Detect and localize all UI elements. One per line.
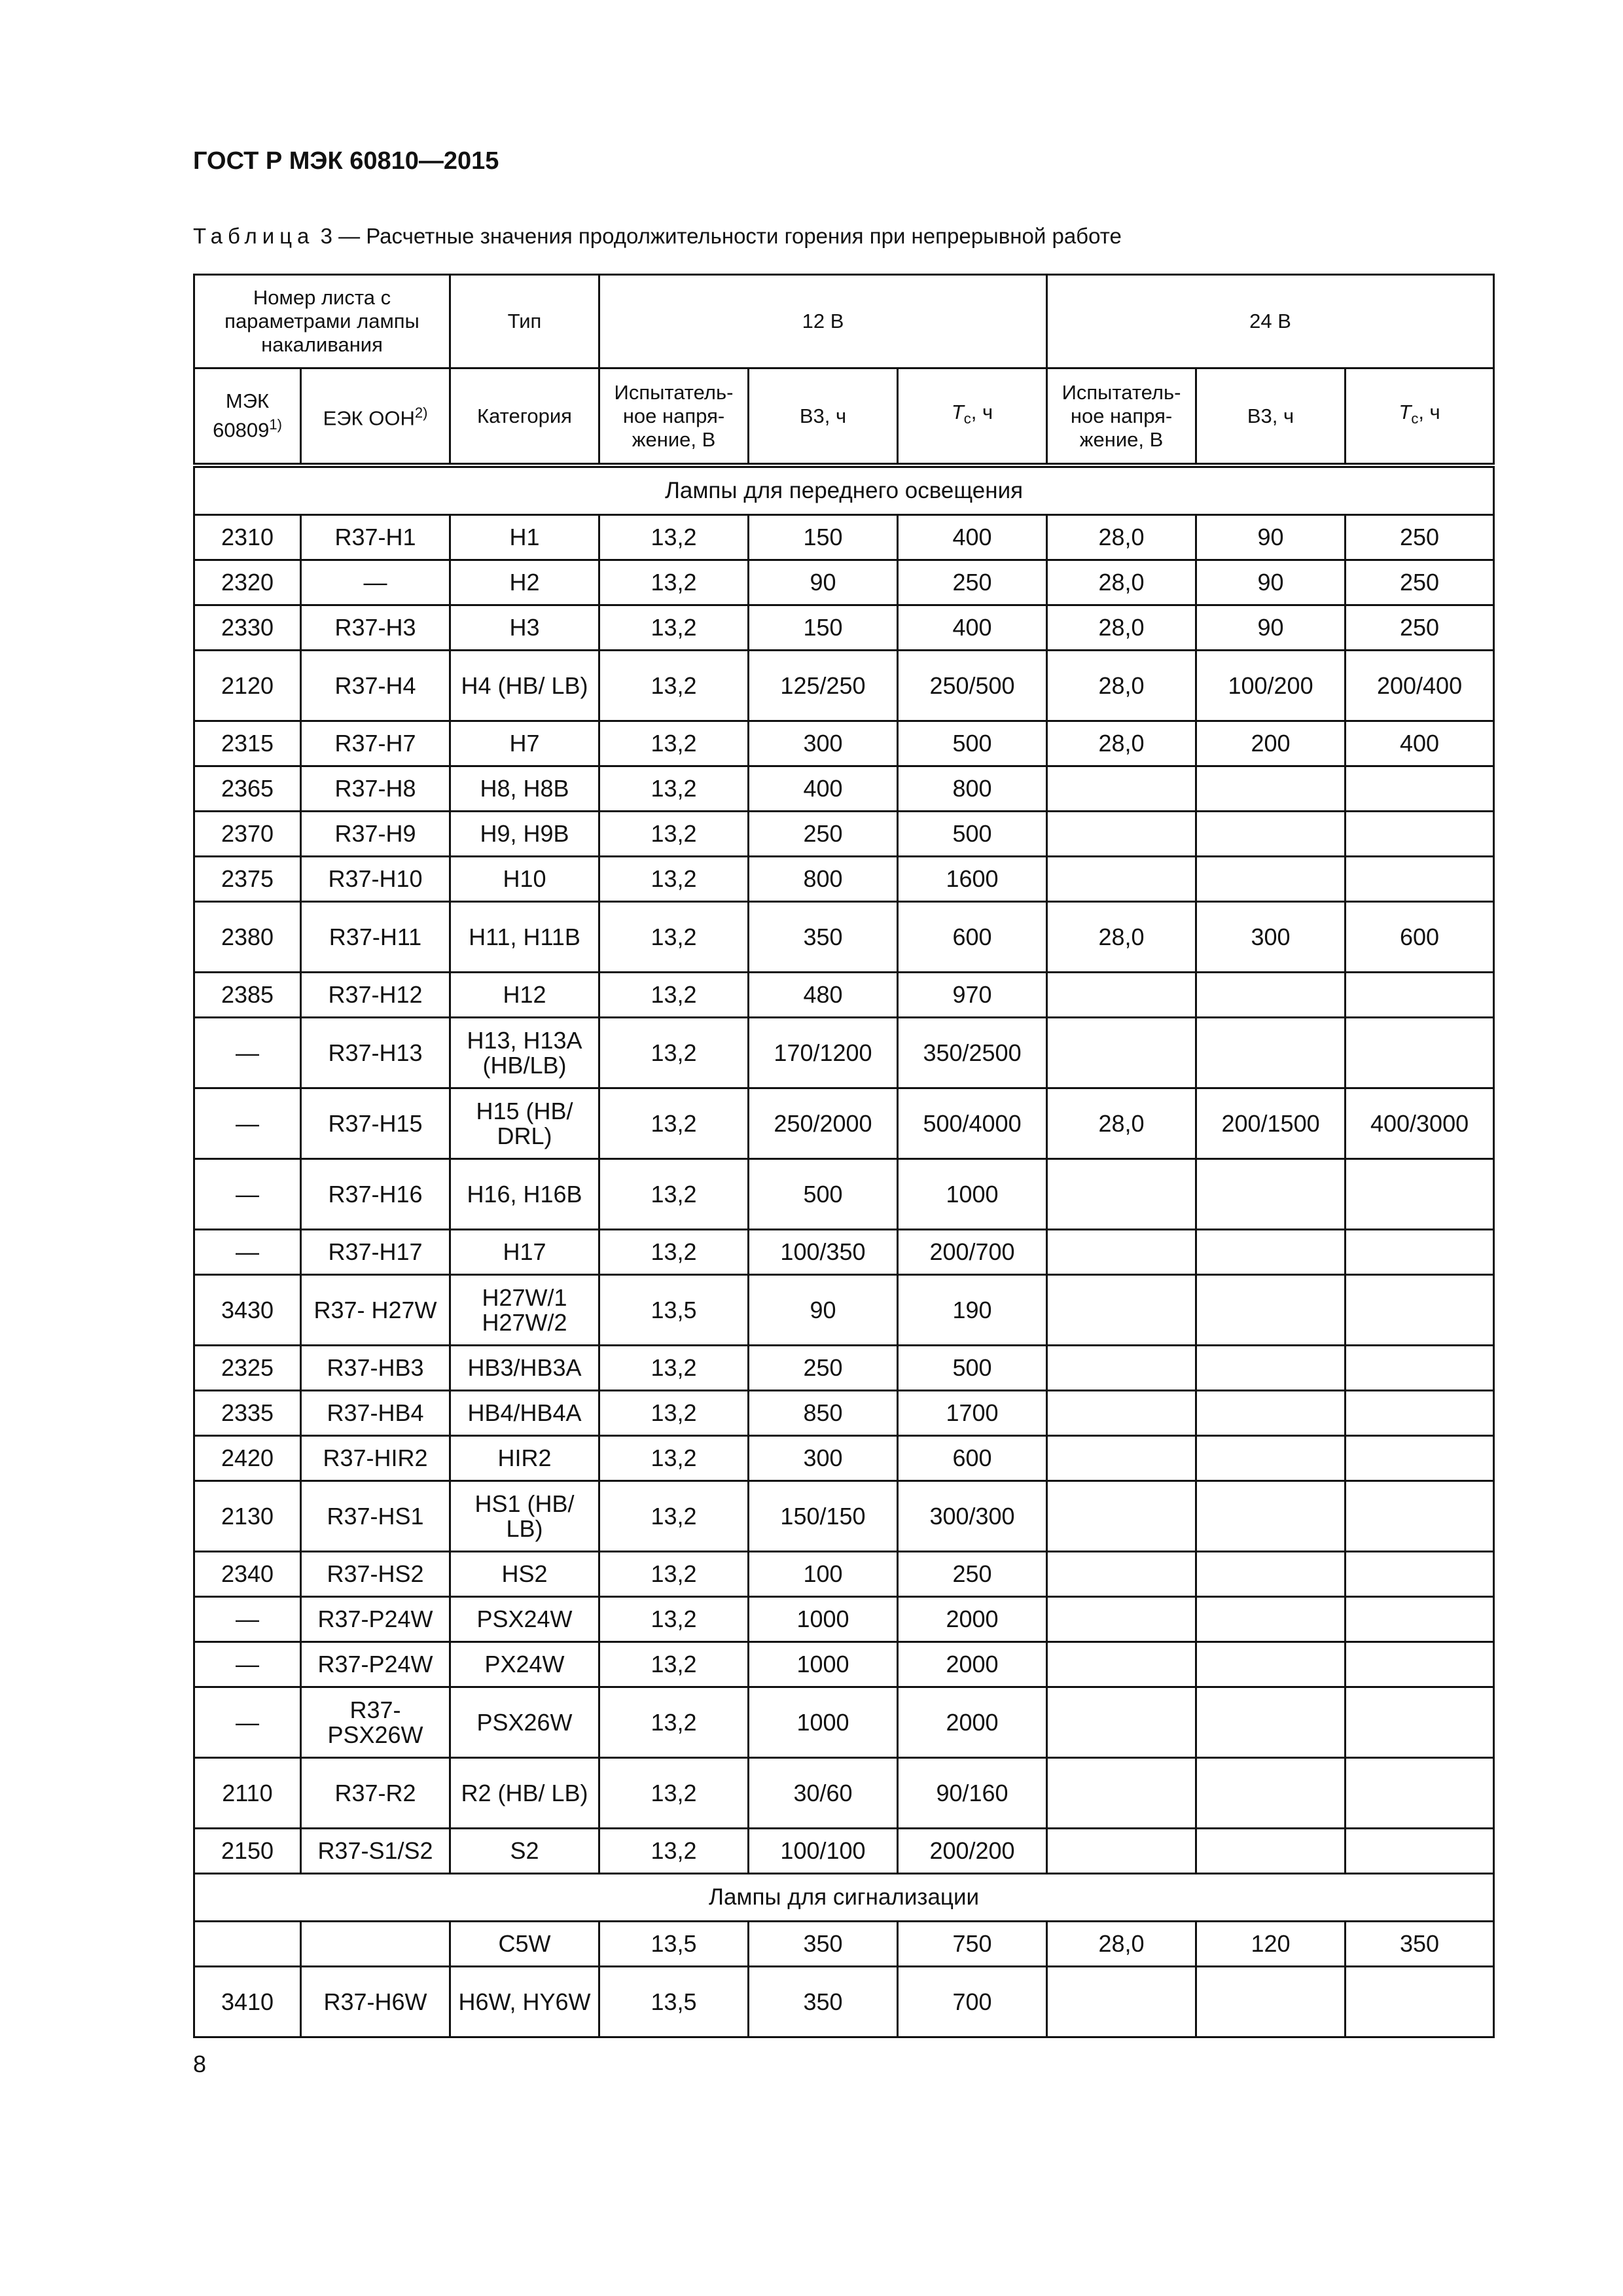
- cell-iec: 2335: [194, 1391, 301, 1436]
- cell-category: PSX26W: [450, 1687, 599, 1758]
- cell-voltage-24v: 28,0: [1047, 721, 1196, 766]
- cell-tc-24v: 250: [1346, 605, 1494, 651]
- table-row: [194, 605, 1494, 651]
- cell-category: H27W/1 H27W/2: [450, 1275, 599, 1346]
- cell-tc-24v: [1346, 973, 1494, 1018]
- header-sheet-number: Номер листа с параметрами лампы накаливания: [194, 275, 450, 368]
- cell-b3-12v: 250: [749, 812, 898, 857]
- cell-unece: R37-H10: [301, 857, 450, 902]
- table-row: [194, 857, 1494, 902]
- cell-voltage-24v: [1047, 812, 1196, 857]
- cell-b3-12v: 350: [749, 1922, 898, 1967]
- cell-tc-24v: [1346, 857, 1494, 902]
- cell-b3-24v: [1196, 1758, 1346, 1829]
- cell-unece: R37-H15: [301, 1088, 450, 1159]
- cell-voltage-24v: [1047, 1481, 1196, 1552]
- table-row: [194, 1829, 1494, 1874]
- cell-b3-24v: 90: [1196, 605, 1346, 651]
- cell-unece: R37-H8: [301, 766, 450, 812]
- cell-category: H13, H13A (HB/LB): [450, 1018, 599, 1088]
- page-number: 8: [193, 2051, 207, 2077]
- table-row: [194, 560, 1494, 605]
- cell-category: H1: [450, 515, 599, 560]
- cell-tc-24v: [1346, 1758, 1494, 1829]
- table-row: [194, 1552, 1494, 1597]
- cell-iec: 2370: [194, 812, 301, 857]
- caption-title: — Расчетные значения продолжительности горения при непрерывной работе: [338, 224, 1122, 248]
- cell-b3-12v: 300: [749, 721, 898, 766]
- cell-category: HS1 (HB/ LB): [450, 1481, 599, 1552]
- header-24v: 24 В: [1047, 275, 1494, 368]
- cell-tc-12v: 2000: [898, 1687, 1047, 1758]
- cell-tc-24v: 400: [1346, 721, 1494, 766]
- cell-iec: 2385: [194, 973, 301, 1018]
- cell-b3-24v: [1196, 1687, 1346, 1758]
- table-row: [194, 1642, 1494, 1687]
- cell-tc-12v: 700: [898, 1967, 1047, 2037]
- cell-unece: R37-HS1: [301, 1481, 450, 1552]
- cell-tc-12v: 250: [898, 1552, 1047, 1597]
- cell-category: PSX24W: [450, 1597, 599, 1642]
- cell-voltage-12v: 13,2: [599, 1230, 749, 1275]
- cell-voltage-12v: 13,2: [599, 1687, 749, 1758]
- table-row: [194, 973, 1494, 1018]
- cell-b3-12v: 500: [749, 1159, 898, 1230]
- cell-category: H16, H16B: [450, 1159, 599, 1230]
- table-row: [194, 1436, 1494, 1481]
- table-row: [194, 902, 1494, 973]
- header-category: Категория: [450, 368, 599, 466]
- cell-iec: 2365: [194, 766, 301, 812]
- table-row: [194, 1967, 1494, 2037]
- cell-voltage-24v: 28,0: [1047, 902, 1196, 973]
- cell-b3-12v: 100/100: [749, 1829, 898, 1874]
- cell-unece: R37-H13: [301, 1018, 450, 1088]
- iec-footnote-mark: 1): [269, 416, 282, 433]
- cell-voltage-24v: [1047, 1159, 1196, 1230]
- cell-voltage-24v: [1047, 1346, 1196, 1391]
- cell-voltage-24v: [1047, 1436, 1196, 1481]
- cell-tc-12v: 600: [898, 1436, 1047, 1481]
- cell-voltage-24v: [1047, 1642, 1196, 1687]
- cell-category: HS2: [450, 1552, 599, 1597]
- cell-b3-24v: [1196, 1829, 1346, 1874]
- cell-unece: R37-H9: [301, 812, 450, 857]
- cell-tc-12v: 1700: [898, 1391, 1047, 1436]
- cell-unece: R37-S1/S2: [301, 1829, 450, 1874]
- cell-voltage-24v: [1047, 1758, 1196, 1829]
- header-tc-12v: $T_с$, ч: [898, 368, 1047, 466]
- cell-b3-24v: [1196, 973, 1346, 1018]
- cell-tc-12v: 350/2500: [898, 1018, 1047, 1088]
- header-iec: МЭК 60809$^{1)}$: [194, 368, 301, 466]
- cell-voltage-24v: [1047, 1552, 1196, 1597]
- cell-b3-12v: 350: [749, 1967, 898, 2037]
- cell-voltage-24v: [1047, 1967, 1196, 2037]
- cell-unece: R37-H11: [301, 902, 450, 973]
- header-test-voltage-24v: Испытатель-ное напря-жение, В: [1047, 368, 1196, 466]
- cell-tc-12v: 750: [898, 1922, 1047, 1967]
- cell-tc-12v: 500: [898, 721, 1047, 766]
- cell-category: R2 (HB/ LB): [450, 1758, 599, 1829]
- cell-unece: R37-HIR2: [301, 1436, 450, 1481]
- cell-tc-12v: 300/300: [898, 1481, 1047, 1552]
- cell-b3-24v: [1196, 1159, 1346, 1230]
- table-row: [194, 1088, 1494, 1159]
- cell-tc-12v: 200/200: [898, 1829, 1047, 1874]
- cell-b3-12v: 850: [749, 1391, 898, 1436]
- cell-b3-24v: [1196, 1275, 1346, 1346]
- cell-b3-24v: [1196, 812, 1346, 857]
- cell-b3-24v: [1196, 1018, 1346, 1088]
- cell-tc-12v: 800: [898, 766, 1047, 812]
- cell-tc-12v: 200/700: [898, 1230, 1047, 1275]
- cell-voltage-24v: [1047, 1275, 1196, 1346]
- cell-b3-12v: 125/250: [749, 651, 898, 721]
- burn-duration-table: [193, 274, 1495, 2038]
- cell-iec: —: [194, 1230, 301, 1275]
- cell-b3-24v: 200/1500: [1196, 1088, 1346, 1159]
- cell-b3-12v: 1000: [749, 1642, 898, 1687]
- table-row: [194, 1346, 1494, 1391]
- cell-unece: R37-H4: [301, 651, 450, 721]
- cell-iec: —: [194, 1687, 301, 1758]
- cell-unece: R37-R2: [301, 1758, 450, 1829]
- cell-b3-12v: 100/350: [749, 1230, 898, 1275]
- cell-tc-12v: 400: [898, 515, 1047, 560]
- cell-voltage-12v: 13,2: [599, 721, 749, 766]
- cell-tc-12v: 600: [898, 902, 1047, 973]
- cell-tc-24v: 200/400: [1346, 651, 1494, 721]
- cell-tc-12v: 500: [898, 812, 1047, 857]
- cell-unece: R37- H27W: [301, 1275, 450, 1346]
- cell-iec: 2330: [194, 605, 301, 651]
- table-row: [194, 651, 1494, 721]
- cell-voltage-12v: 13,2: [599, 1346, 749, 1391]
- cell-tc-24v: [1346, 1829, 1494, 1874]
- cell-unece: R37-HB4: [301, 1391, 450, 1436]
- cell-tc-24v: [1346, 1552, 1494, 1597]
- cell-voltage-24v: [1047, 1829, 1196, 1874]
- cell-b3-24v: [1196, 1346, 1346, 1391]
- cell-iec: 2380: [194, 902, 301, 973]
- cell-category: C5W: [450, 1922, 599, 1967]
- cell-voltage-12v: 13,2: [599, 1829, 749, 1874]
- cell-b3-12v: 150: [749, 605, 898, 651]
- cell-tc-12v: 90/160: [898, 1758, 1047, 1829]
- table-row: [194, 1018, 1494, 1088]
- cell-tc-12v: 2000: [898, 1597, 1047, 1642]
- cell-b3-24v: 300: [1196, 902, 1346, 973]
- cell-b3-24v: [1196, 1230, 1346, 1275]
- cell-unece: R37-HB3: [301, 1346, 450, 1391]
- cell-unece: R37-P24W: [301, 1597, 450, 1642]
- cell-iec: —: [194, 1018, 301, 1088]
- table-row: [194, 1391, 1494, 1436]
- cell-voltage-12v: 13,2: [599, 766, 749, 812]
- section-front-lighting: Лампы для переднего освещения: [194, 465, 1494, 515]
- cell-tc-12v: 1000: [898, 1159, 1047, 1230]
- cell-voltage-12v: 13,2: [599, 1088, 749, 1159]
- document-header: ГОСТ Р МЭК 60810—2015: [193, 147, 499, 175]
- cell-voltage-12v: 13,5: [599, 1922, 749, 1967]
- cell-b3-12v: 350: [749, 902, 898, 973]
- cell-iec: —: [194, 1597, 301, 1642]
- cell-category: H8, H8B: [450, 766, 599, 812]
- cell-tc-24v: [1346, 812, 1494, 857]
- table-row: [194, 1687, 1494, 1758]
- cell-iec: 2110: [194, 1758, 301, 1829]
- cell-tc-12v: 250/500: [898, 651, 1047, 721]
- cell-tc-24v: 250: [1346, 515, 1494, 560]
- cell-voltage-12v: 13,5: [599, 1967, 749, 2037]
- cell-iec: 2315: [194, 721, 301, 766]
- cell-voltage-24v: [1047, 1597, 1196, 1642]
- cell-iec: [194, 1922, 301, 1967]
- cell-voltage-12v: 13,2: [599, 1642, 749, 1687]
- table-caption: [193, 224, 1122, 249]
- cell-b3-24v: 120: [1196, 1922, 1346, 1967]
- table-row: [194, 1758, 1494, 1829]
- cell-b3-24v: [1196, 1391, 1346, 1436]
- cell-tc-24v: 400/3000: [1346, 1088, 1494, 1159]
- cell-voltage-24v: [1047, 857, 1196, 902]
- cell-tc-24v: [1346, 1967, 1494, 2037]
- cell-b3-12v: 250: [749, 1346, 898, 1391]
- cell-voltage-24v: [1047, 973, 1196, 1018]
- cell-category: H17: [450, 1230, 599, 1275]
- table-row: [194, 766, 1494, 812]
- cell-iec: 2420: [194, 1436, 301, 1481]
- cell-b3-12v: 90: [749, 560, 898, 605]
- cell-voltage-12v: 13,2: [599, 1436, 749, 1481]
- cell-voltage-24v: 28,0: [1047, 1922, 1196, 1967]
- cell-b3-24v: [1196, 1642, 1346, 1687]
- cell-tc-12v: 250: [898, 560, 1047, 605]
- cell-voltage-24v: 28,0: [1047, 651, 1196, 721]
- unece-footnote-mark: 2): [414, 404, 428, 422]
- cell-b3-12v: 800: [749, 857, 898, 902]
- cell-voltage-12v: 13,2: [599, 1552, 749, 1597]
- cell-b3-24v: 200: [1196, 721, 1346, 766]
- cell-tc-12v: 2000: [898, 1642, 1047, 1687]
- cell-voltage-12v: 13,2: [599, 1758, 749, 1829]
- cell-tc-24v: [1346, 1597, 1494, 1642]
- header-b3-24v: В3, ч: [1196, 368, 1346, 466]
- cell-tc-24v: [1346, 1436, 1494, 1481]
- cell-tc-24v: [1346, 1018, 1494, 1088]
- cell-tc-24v: [1346, 1159, 1494, 1230]
- cell-iec: 2340: [194, 1552, 301, 1597]
- cell-b3-12v: 30/60: [749, 1758, 898, 1829]
- cell-voltage-12v: 13,2: [599, 973, 749, 1018]
- cell-iec: 2320: [194, 560, 301, 605]
- cell-voltage-24v: 28,0: [1047, 515, 1196, 560]
- cell-b3-24v: [1196, 1436, 1346, 1481]
- cell-tc-24v: [1346, 1230, 1494, 1275]
- cell-category: H7: [450, 721, 599, 766]
- cell-b3-24v: [1196, 1967, 1346, 2037]
- cell-b3-12v: 100: [749, 1552, 898, 1597]
- cell-unece: R37-H3: [301, 605, 450, 651]
- table-row: [194, 1922, 1494, 1967]
- cell-iec: 2375: [194, 857, 301, 902]
- cell-b3-24v: 90: [1196, 560, 1346, 605]
- cell-voltage-12v: 13,5: [599, 1275, 749, 1346]
- cell-voltage-24v: [1047, 766, 1196, 812]
- cell-unece: R37-H12: [301, 973, 450, 1018]
- cell-category: H6W, HY6W: [450, 1967, 599, 2037]
- cell-category: H11, H11B: [450, 902, 599, 973]
- cell-category: H4 (HB/ LB): [450, 651, 599, 721]
- header-test-voltage-12v: Испытатель-ное напря-жение, В: [599, 368, 749, 466]
- cell-b3-12v: 150/150: [749, 1481, 898, 1552]
- cell-b3-12v: 250/2000: [749, 1088, 898, 1159]
- cell-unece: R37-P24W: [301, 1642, 450, 1687]
- cell-iec: —: [194, 1159, 301, 1230]
- cell-iec: 2310: [194, 515, 301, 560]
- cell-b3-24v: [1196, 1481, 1346, 1552]
- cell-category: HB4/HB4A: [450, 1391, 599, 1436]
- table-row: [194, 1230, 1494, 1275]
- cell-category: S2: [450, 1829, 599, 1874]
- cell-unece: R37- PSX26W: [301, 1687, 450, 1758]
- cell-category: HIR2: [450, 1436, 599, 1481]
- caption-label: Таблица: [193, 224, 315, 248]
- cell-category: H10: [450, 857, 599, 902]
- cell-tc-24v: 350: [1346, 1922, 1494, 1967]
- table-row: [194, 515, 1494, 560]
- cell-iec: 3410: [194, 1967, 301, 2037]
- header-type: Тип: [450, 275, 599, 368]
- cell-iec: 2130: [194, 1481, 301, 1552]
- cell-voltage-12v: 13,2: [599, 857, 749, 902]
- cell-unece: [301, 1922, 450, 1967]
- cell-tc-12v: 1600: [898, 857, 1047, 902]
- cell-b3-12v: 170/1200: [749, 1018, 898, 1088]
- cell-category: H3: [450, 605, 599, 651]
- cell-tc-12v: 500: [898, 1346, 1047, 1391]
- cell-b3-24v: [1196, 766, 1346, 812]
- cell-unece: —: [301, 560, 450, 605]
- cell-voltage-24v: 28,0: [1047, 1088, 1196, 1159]
- cell-tc-12v: 500/4000: [898, 1088, 1047, 1159]
- cell-b3-24v: 90: [1196, 515, 1346, 560]
- cell-voltage-12v: 13,2: [599, 812, 749, 857]
- cell-voltage-24v: [1047, 1018, 1196, 1088]
- cell-category: H12: [450, 973, 599, 1018]
- cell-voltage-12v: 13,2: [599, 605, 749, 651]
- cell-category: H15 (HB/ DRL): [450, 1088, 599, 1159]
- cell-tc-24v: 600: [1346, 902, 1494, 973]
- cell-voltage-12v: 13,2: [599, 1159, 749, 1230]
- cell-iec: —: [194, 1088, 301, 1159]
- cell-b3-12v: 400: [749, 766, 898, 812]
- cell-category: HB3/HB3A: [450, 1346, 599, 1391]
- cell-tc-24v: [1346, 1642, 1494, 1687]
- table-row: [194, 1275, 1494, 1346]
- cell-voltage-24v: [1047, 1391, 1196, 1436]
- cell-voltage-12v: 13,2: [599, 560, 749, 605]
- cell-voltage-12v: 13,2: [599, 515, 749, 560]
- cell-tc-24v: [1346, 1481, 1494, 1552]
- cell-unece: R37-H1: [301, 515, 450, 560]
- cell-voltage-12v: 13,2: [599, 651, 749, 721]
- table-row: [194, 721, 1494, 766]
- cell-b3-24v: 100/200: [1196, 651, 1346, 721]
- cell-tc-24v: [1346, 1391, 1494, 1436]
- cell-category: PX24W: [450, 1642, 599, 1687]
- cell-voltage-24v: [1047, 1230, 1196, 1275]
- cell-b3-12v: 1000: [749, 1597, 898, 1642]
- cell-unece: R37-H17: [301, 1230, 450, 1275]
- cell-tc-12v: 190: [898, 1275, 1047, 1346]
- cell-unece: R37-H7: [301, 721, 450, 766]
- cell-tc-24v: 250: [1346, 560, 1494, 605]
- cell-iec: 3430: [194, 1275, 301, 1346]
- cell-category: H2: [450, 560, 599, 605]
- table-row: [194, 1597, 1494, 1642]
- caption-number: 3: [320, 224, 332, 248]
- cell-b3-12v: 150: [749, 515, 898, 560]
- section-signal-lamps: Лампы для сигнализации: [194, 1874, 1494, 1922]
- cell-b3-12v: 90: [749, 1275, 898, 1346]
- cell-voltage-12v: 13,2: [599, 1481, 749, 1552]
- cell-unece: R37-H16: [301, 1159, 450, 1230]
- cell-voltage-24v: [1047, 1687, 1196, 1758]
- cell-tc-24v: [1346, 766, 1494, 812]
- cell-iec: 2120: [194, 651, 301, 721]
- cell-tc-12v: 400: [898, 605, 1047, 651]
- cell-voltage-24v: 28,0: [1047, 605, 1196, 651]
- cell-category: H9, H9B: [450, 812, 599, 857]
- cell-tc-24v: [1346, 1346, 1494, 1391]
- cell-b3-12v: 300: [749, 1436, 898, 1481]
- cell-b3-12v: 480: [749, 973, 898, 1018]
- header-tc-24v: $T_с$, ч: [1346, 368, 1494, 466]
- cell-b3-24v: [1196, 1552, 1346, 1597]
- cell-unece: R37-HS2: [301, 1552, 450, 1597]
- cell-voltage-12v: 13,2: [599, 1597, 749, 1642]
- cell-tc-24v: [1346, 1687, 1494, 1758]
- table-row: [194, 1159, 1494, 1230]
- cell-tc-24v: [1346, 1275, 1494, 1346]
- header-b3-12v: В3, ч: [749, 368, 898, 466]
- cell-unece: R37-H6W: [301, 1967, 450, 2037]
- header-12v: 12 В: [599, 275, 1047, 368]
- header-unece: ЕЭК ООН$^{2)}$: [301, 368, 450, 466]
- cell-iec: —: [194, 1642, 301, 1687]
- table-row: [194, 812, 1494, 857]
- table-row: [194, 1481, 1494, 1552]
- cell-voltage-12v: 13,2: [599, 902, 749, 973]
- cell-b3-12v: 1000: [749, 1687, 898, 1758]
- cell-b3-24v: [1196, 1597, 1346, 1642]
- cell-iec: 2325: [194, 1346, 301, 1391]
- cell-iec: 2150: [194, 1829, 301, 1874]
- cell-tc-12v: 970: [898, 973, 1047, 1018]
- cell-voltage-12v: 13,2: [599, 1018, 749, 1088]
- cell-voltage-24v: 28,0: [1047, 560, 1196, 605]
- cell-b3-24v: [1196, 857, 1346, 902]
- cell-voltage-12v: 13,2: [599, 1391, 749, 1436]
